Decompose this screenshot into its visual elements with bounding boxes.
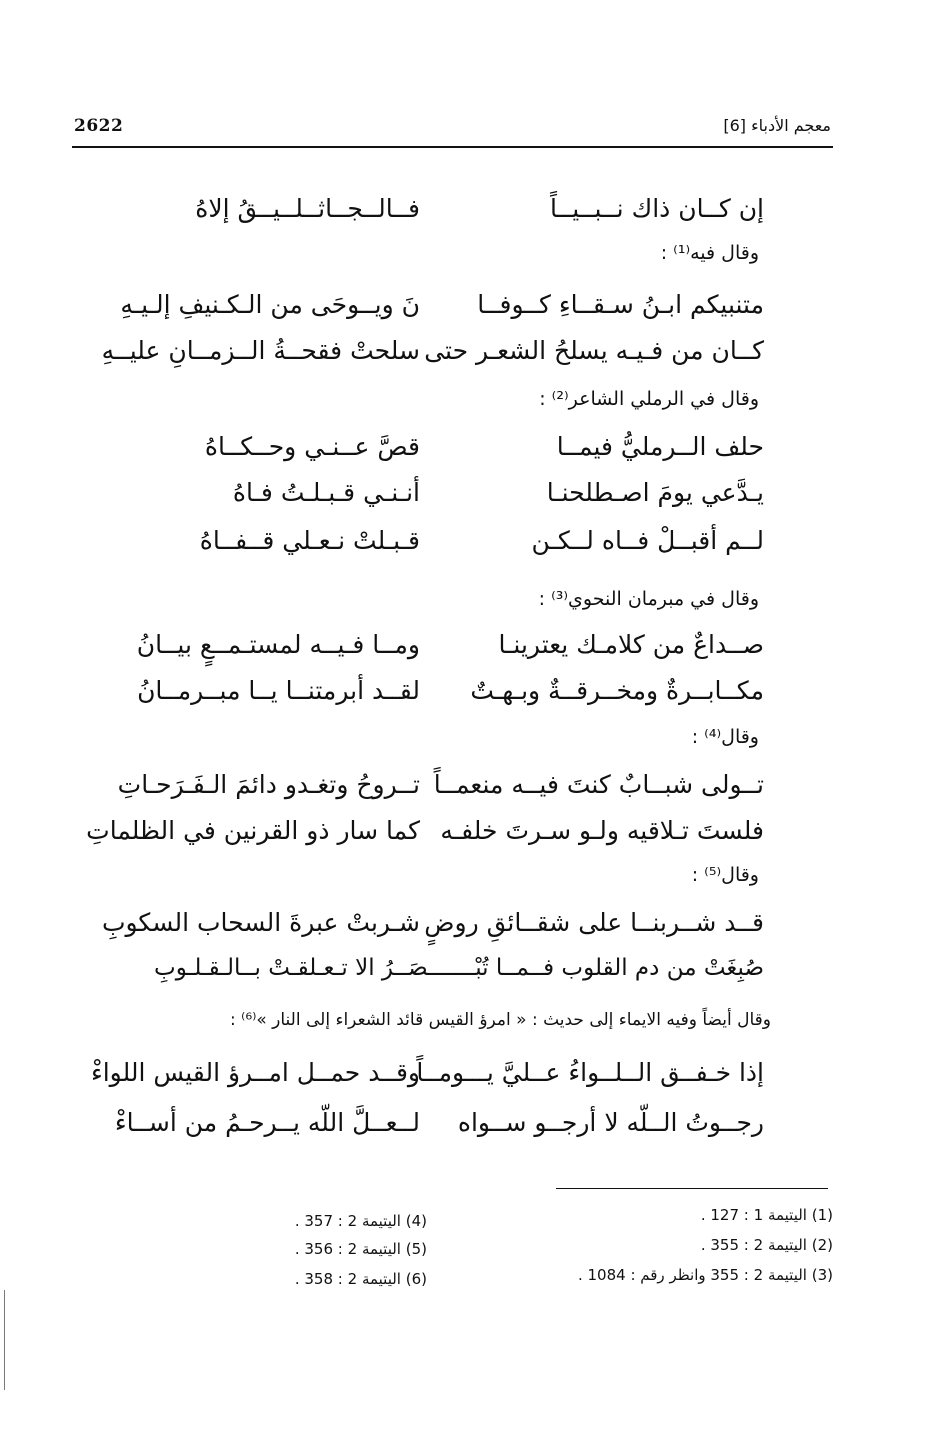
intro-4: وقال⁽⁴⁾ : xyxy=(691,726,759,748)
verse-4b-second-hemistich: لقــد أبرمتنــا يــا مبــرمــانُ xyxy=(137,676,420,705)
intro-1: وقال فيه⁽¹⁾ : xyxy=(660,242,759,264)
verse-3c-first-hemistich: لــم أقبــلْ فــاه لــكـن xyxy=(531,526,764,555)
footnote-6: (6) اليتيمة 2 : 358 . xyxy=(294,1270,427,1288)
footnote-2: (2) اليتيمة 2 : 355 . xyxy=(700,1236,833,1254)
footnote-3: (3) اليتيمة 2 : 355 وانظر رقم : 1084 . xyxy=(577,1266,833,1284)
footnote-5: (5) اليتيمة 2 : 356 . xyxy=(294,1240,427,1258)
intro-3: وقال في مبرمان النحوي⁽³⁾ : xyxy=(538,588,759,610)
verse-2a-first-hemistich: متنبيكم ابـنُ سـقــاءِ كــوفــا xyxy=(477,290,764,319)
footnote-1: (1) اليتيمة 1 : 127 . xyxy=(700,1206,833,1224)
verse-1-second-hemistich: فــالــجــاثــلــيــقُ إلاهُ xyxy=(195,194,420,223)
verse-3b-second-hemistich: أنـنـي قـبـلـتُ فـاهُ xyxy=(232,478,420,507)
page-number: 2622 xyxy=(74,116,124,136)
running-head: معجم الأدباء [6] xyxy=(723,116,831,135)
verse-3a-second-hemistich: قصَّ عــنـي وحــكــاهُ xyxy=(204,432,420,461)
verse-1-first-hemistich: إن كــان ذاك نــبــيــاً xyxy=(550,194,764,223)
intro-2: وقال في الرملي الشاعر⁽²⁾ : xyxy=(539,388,759,410)
verse-7a-first-hemistich: إذا خـفــق الــلــواءُ عــليَّ يـــومــاً xyxy=(416,1058,764,1087)
verse-6a-second-hemistich: شـربتْ عبرةَ السحاب السكوبِ xyxy=(101,908,420,937)
intro-6: وقال أيضاً وفيه الايماء إلى حديث : « امرؤ القيس قائد الشعراء إلى النار »⁽⁶⁾ : xyxy=(230,1010,771,1030)
verse-5a-first-hemistich: تــولى شبــابٌ كنتَ فيــه منعمــاً xyxy=(433,770,764,799)
footnote-rule xyxy=(556,1188,828,1189)
verse-6b-continuous: صُبِغَتْ من دم القلوب فــمــا تُبْـــــــصَــرُ الا تـعـلقـتْ بــالـقـلـوبِ xyxy=(154,955,764,981)
verse-2b-first-hemistich: كــان من فـيـه يسلحُ الشعـر حتى xyxy=(424,336,764,365)
intro-5: وقال⁽⁵⁾ : xyxy=(691,864,759,886)
scan-margin-line xyxy=(4,1290,5,1390)
verse-5a-second-hemistich: تــروحُ وتغـدو دائمَ الـفَـرَحـاتِ xyxy=(117,770,420,799)
verse-4a-first-hemistich: صــداعٌ من كلامـك يعترينـا xyxy=(498,630,764,659)
verse-5b-second-hemistich: كما سار ذو القرنين في الظلماتِ xyxy=(86,816,420,845)
verse-3b-first-hemistich: يـدَّعي يومَ اصـطلحنـا xyxy=(546,478,764,507)
verse-7a-second-hemistich: وقــد حمــل امــرؤ القيس اللواءْ xyxy=(90,1058,420,1087)
verse-6a-first-hemistich: قــد شــربنــا على شقــائقِ روضٍ xyxy=(424,908,764,937)
verse-7b-first-hemistich: رجــوتُ الــلّه لا أرجــو ســواه xyxy=(457,1108,764,1137)
verse-4a-second-hemistich: ومــا فـيــه لمستـمــعٍ بيــانُ xyxy=(136,630,420,659)
verse-2a-second-hemistich: نَ ويــوحَى من الـكـنيفِ إلـيـهِ xyxy=(120,290,420,319)
verse-4b-first-hemistich: مكــابــرةٌ ومخــرقــةٌ وبـهـتٌ xyxy=(470,676,764,705)
verse-2b-second-hemistich: سلحتْ فقحــةُ الــزمــانِ عليــهِ xyxy=(101,336,420,365)
header-rule xyxy=(72,146,833,148)
verse-5b-first-hemistich: فلستَ تـلاقيه ولـو سـرتَ خلفـه xyxy=(440,816,764,845)
verse-3c-second-hemistich: قـبـلتْ نـعـلي قــفــاهُ xyxy=(199,526,420,555)
verse-3a-first-hemistich: حلف الــرمليُّ فيمــا xyxy=(556,432,764,461)
verse-7b-second-hemistich: لــعــلَّ اللّه يــرحـمُ من أســاءْ xyxy=(114,1108,420,1137)
footnote-4: (4) اليتيمة 2 : 357 . xyxy=(294,1212,427,1230)
